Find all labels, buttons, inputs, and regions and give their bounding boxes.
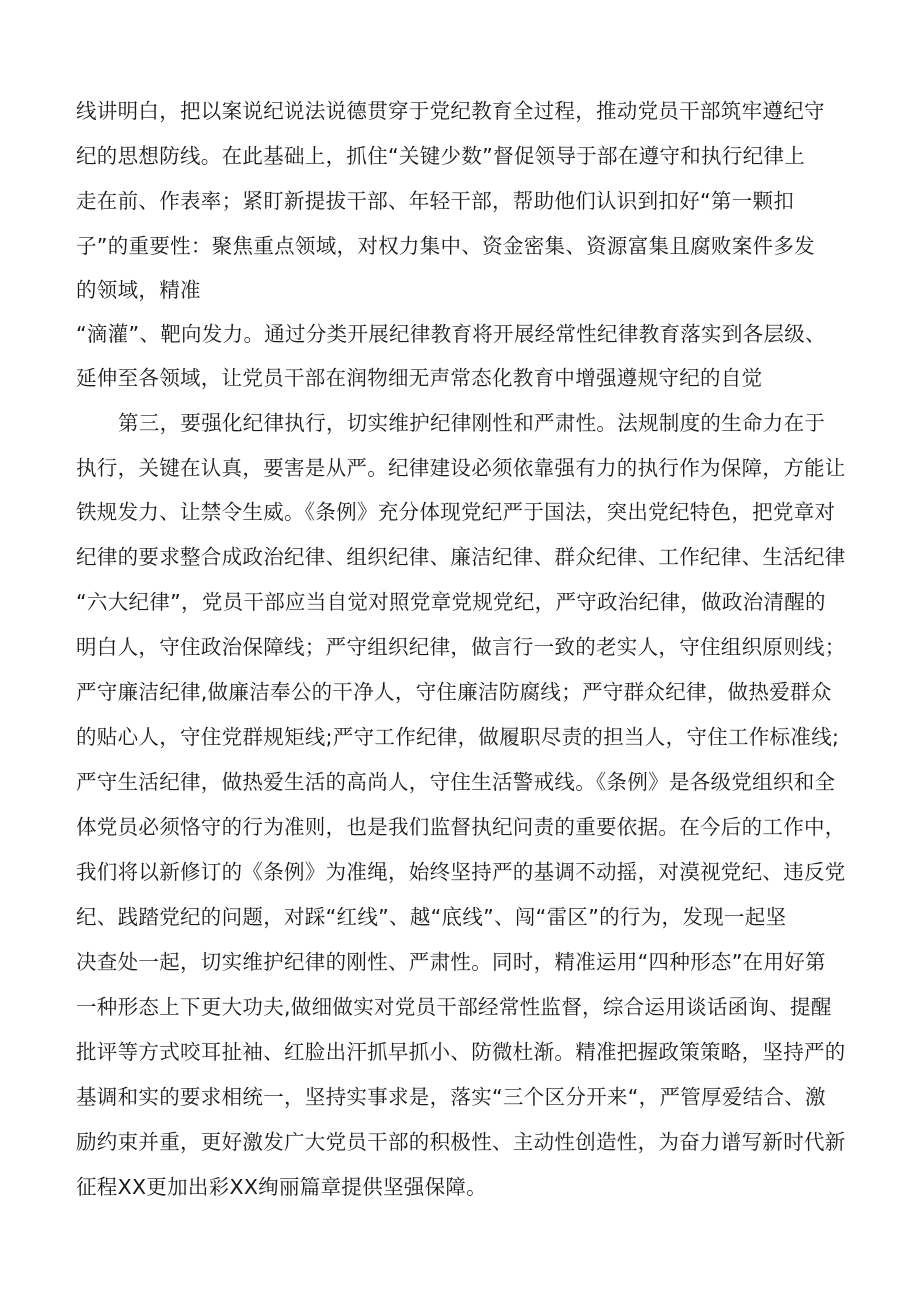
- text-line-14: 严守廉洁纪律,做廉洁奉公的干净人，守住廉洁防腐线；严守群众纪律，做热爱群众: [76, 680, 832, 704]
- text-line-19: 纪、践踏党纪的问题，对踩“红线”、越“底线”、闯“雷区”的行为，发现一起坚: [76, 905, 787, 929]
- text-line-4: 子”的重要性：聚焦重点领域，对权力集中、资金密集、资源富集且腐败案件多发: [76, 234, 815, 258]
- text-line-20: 决查处一起，切实维护纪律的刚性、严肃性。同时，精准运用“四种形态”在用好第: [76, 950, 826, 974]
- text-line-17: 体党员必须恪守的行为准则，也是我们监督执纪问责的重要依据。在今后的工作中，: [76, 815, 846, 839]
- text-line-5: 的领域，精准: [76, 278, 201, 302]
- text-line-23: 基调和实的要求相统一，坚持实事求是，落实“三个区分开来“，严管厚爱结合、激: [76, 1085, 826, 1109]
- text-line-10: 铁规发力、让禁令生威。《条例》充分体现党纪严于国法，突出党纪特色，把党章对: [76, 500, 836, 524]
- text-line-18: 我们将以新修订的《条例》为准绳，始终坚持严的基调不动摇，对漠视党纪、违反党: [76, 860, 846, 884]
- text-line-6: “滴灌”、靶向发力。通过分类开展纪律教育将开展经常性纪律教育落实到各层级、: [76, 322, 826, 346]
- text-line-13: 明白人，守住政治保障线；严守组织纪律，做言行一致的老实人，守住组织原则线；: [76, 635, 846, 659]
- text-line-15: 的贴心人，守住党群规矩线;严守工作纪律，做履职尽责的担当人，守住工作标准线;: [76, 725, 840, 749]
- text-line-21: 一种形态上下更大功夫,做细做实对党员干部经常性监督，综合运用谈话函询、提醒: [76, 995, 832, 1019]
- text-line-3: 走在前、作表率；紧盯新提拔干部、年轻干部，帮助他们认识到扣好“第一颗扣: [76, 189, 795, 213]
- text-line-25: 征程XX更加出彩XX绚丽篇章提供坚强保障。: [76, 1175, 487, 1199]
- text-line-1: 线讲明白，把以案说纪说法说德贯穿于党纪教育全过程，推动党员干部筑牢遵纪守: [76, 99, 825, 123]
- paragraph-start-line: 第三，要强化纪律执行，切实维护纪律刚性和严肃性。法规制度的生命力在于: [118, 411, 826, 435]
- text-line-2: 纪的思想防线。在此基础上，抓住“关键少数”督促领导于部在遵守和执行纪律上: [76, 144, 806, 168]
- text-line-12: “六大纪律”，党员干部应当自觉对照党章党规党纪，严守政治纪律，做政治清醒的: [76, 590, 826, 614]
- text-line-24: 励约束并重，更好激发广大党员干部的积极性、主动性创造性，为奋力谱写新时代新: [76, 1130, 846, 1154]
- text-line-16: 严守生活纪律，做热爱生活的高尚人，守住生活警戒线。《条例》是各级党组织和全: [76, 770, 836, 794]
- text-line-22: 批评等方式咬耳扯袖、红脸出汗抓早抓小、防微杜渐。精准把握政策策略，坚持严的: [76, 1040, 846, 1064]
- text-line-11: 纪律的要求整合成政治纪律、组织纪律、廉洁纪律、群众纪律、工作纪律、生活纪律: [76, 545, 846, 569]
- text-line-9: 执行，关键在认真，要害是从严。纪律建设必须依靠强有力的执行作为保障，方能让: [76, 456, 846, 480]
- text-line-7: 延伸至各领域，让党员干部在润物细无声常态化教育中增强遵规守纪的自觉: [76, 366, 763, 390]
